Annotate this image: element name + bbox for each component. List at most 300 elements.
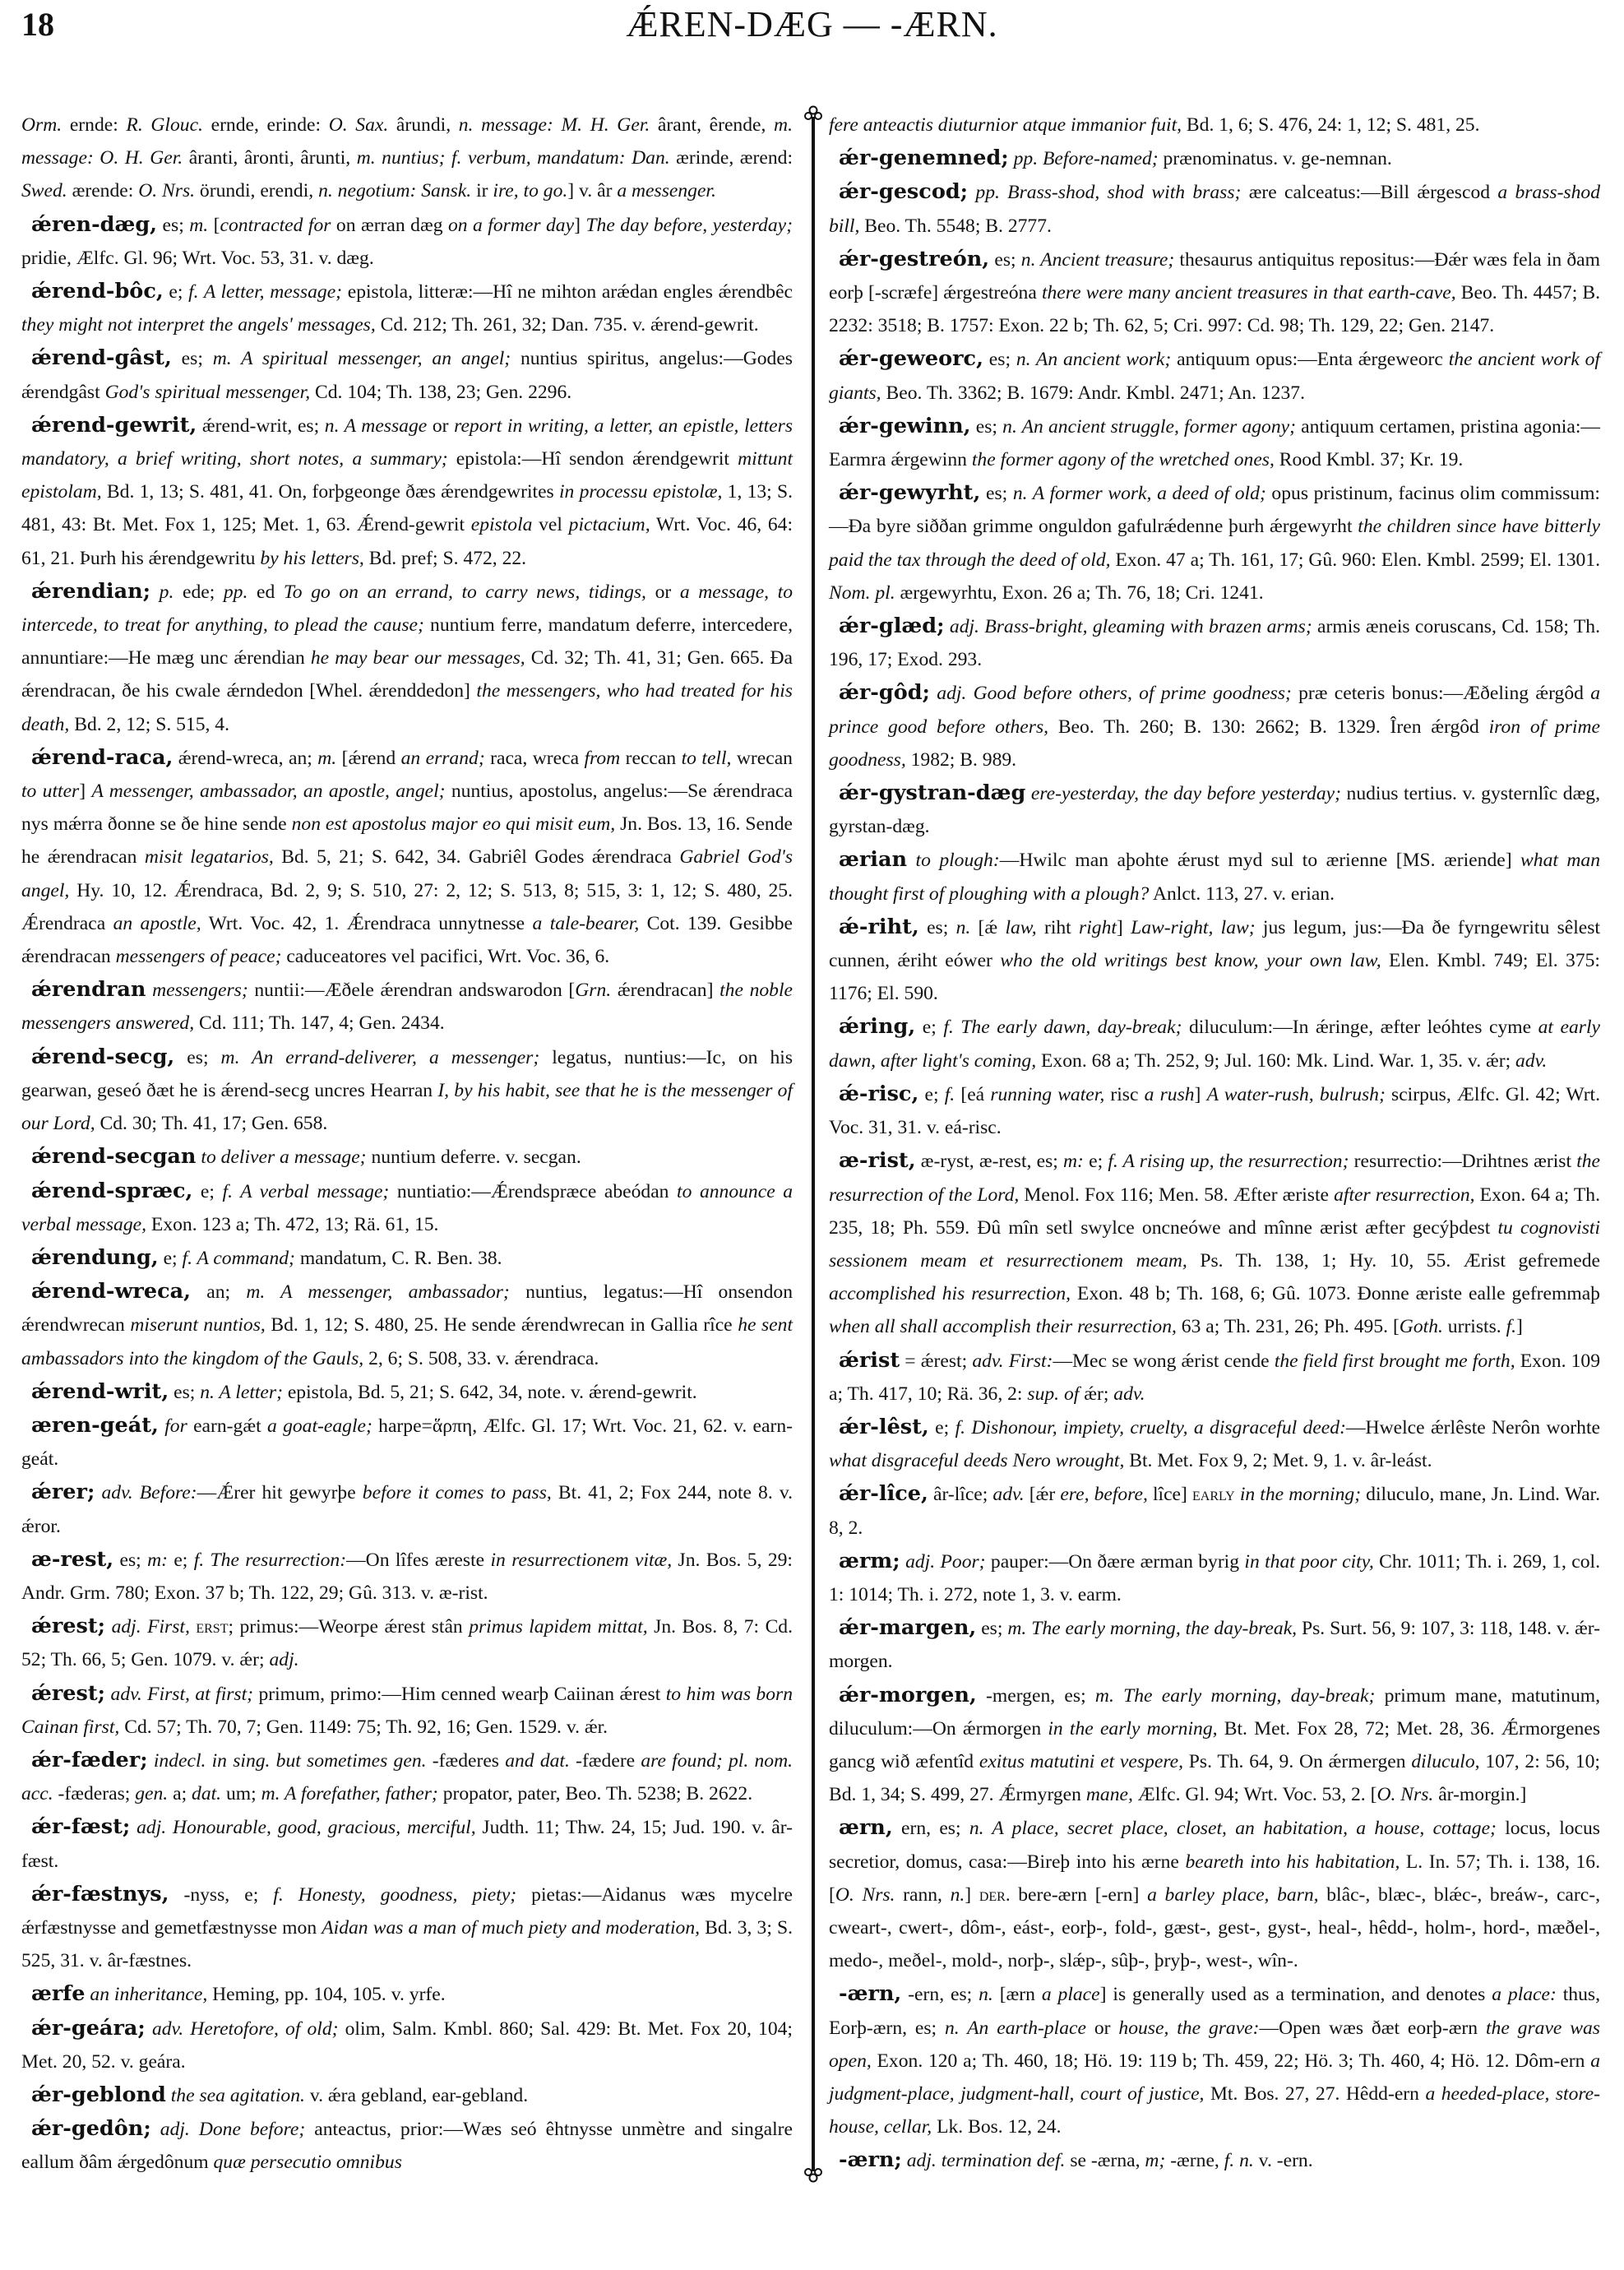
italic-text: a place:: [1492, 1984, 1557, 2006]
text: Bd. 1, 12; S. 480, 25. He sende ǽrendwrecan in Gallia rîce: [265, 1314, 738, 1337]
dictionary-entry: [829, 1077, 1600, 1144]
italic-text: adj. Honourable, good, gracious, merciful,: [136, 1817, 476, 1839]
italic-text: adj. Done before;: [160, 2119, 306, 2141]
italic-text: adv. First, at first;: [110, 1683, 254, 1705]
text: prænominatus. v. ge-nemnan.: [1158, 148, 1392, 170]
italic-text: house, the grave:: [1118, 2017, 1260, 2039]
italic-text: f. A command;: [182, 1247, 295, 1269]
text: nuntium ferre, mandatum deferre, intercedere, annuntiare:—He mæg unc ǽrendian: [21, 614, 793, 669]
text: nuntius spiritus, angelus:—Godes ǽrendgâst: [21, 348, 793, 403]
italic-text: a messenger.: [617, 180, 716, 202]
dictionary-entry: [829, 910, 1600, 1011]
text: Rood Kmbl. 37; Kr. 19.: [1274, 449, 1464, 471]
right-column: [829, 109, 1600, 2178]
headword: ǽr-margen,: [839, 1615, 977, 1641]
headword: ǽr-lîce,: [839, 1481, 928, 1507]
text: 1, 13; S. 481, 43: Bt. Met. Fox 1, 125; Met. 1, 63. Ǽrend-gewrit: [21, 481, 793, 536]
text: Elen. Kmbl. 749; El. 375: 1176; El. 590.: [829, 950, 1600, 1005]
text: Bd. 1, 13; S. 481, 41. On, forþgeonge ðæs ǽrendgewrites: [101, 481, 559, 503]
italic-text: the messengers, who had treated for his death,: [21, 680, 793, 735]
text: Ps. Surt. 56, 9: 107, 3: 118, 148. v. ǽr-morgen.: [829, 1618, 1600, 1673]
text: e;: [928, 1416, 955, 1438]
text: Ps. Th. 138, 1; Hy. 10, 55. Ærist gefremede: [1187, 1249, 1600, 1272]
text: ǽrend-writ, es;: [197, 415, 325, 437]
dictionary-entry: [21, 741, 793, 973]
italic-text: to announce a verbal message,: [21, 1180, 793, 1235]
dictionary-entry: [21, 1810, 793, 1877]
text: e;: [915, 1017, 944, 1039]
italic-text: n. negotium: Sansk.: [318, 180, 472, 202]
dictionary-entry: [21, 1610, 793, 1676]
text: Mt. Bos. 27, 27. Hêdd-ern: [1204, 2082, 1426, 2105]
italic-text: he sent ambassadors into the kingdom of the Gauls,: [21, 1314, 793, 1369]
dictionary-entry: [21, 1174, 793, 1241]
dictionary-entry: [829, 1611, 1600, 1678]
text: es;: [169, 1381, 201, 1403]
text: Cd. 104; Th. 138, 23; Gen. 2296.: [310, 381, 572, 403]
italic-text: and dat.: [505, 1749, 570, 1772]
italic-text: indecl. in sing. but sometimes gen.: [153, 1749, 427, 1772]
text: Menol. Fox 116; Men. 58. Æfter æriste: [1019, 1184, 1335, 1206]
dictionary-entry: [21, 275, 793, 341]
text: [ǽ: [970, 916, 1006, 938]
dictionary-entry: [829, 141, 1600, 175]
text: legatus, nuntius:—Ic, on his gearwan, geseó ðæt he is ǽrend-secg uncres Hearran: [21, 1046, 793, 1101]
headword: ǽrend-wreca,: [31, 1279, 192, 1304]
text: ed: [248, 581, 284, 603]
text: ]: [1116, 916, 1131, 938]
text: riht: [1036, 916, 1080, 938]
text: Hy. 10, 12. Ǽrendraca, Bd. 2, 9; S. 510, 27: 2, 12; S. 513, 8; 515, 3: 1, 12; S. 480, 25. Ǽrendraca: [21, 879, 793, 934]
headword: ærn,: [839, 1815, 893, 1841]
dictionary-entry: [829, 776, 1600, 843]
italic-text: n. An ancient work;: [1016, 349, 1172, 371]
text: es;: [976, 1618, 1008, 1640]
dictionary-entry: [829, 1477, 1600, 1544]
italic-text: in the early morning,: [1048, 1717, 1218, 1740]
text: epistola, Bd. 5, 21; S. 642, 34, note. v. ǽrend-gewrit.: [282, 1381, 697, 1403]
headword: ǽr-fæstnys,: [31, 1881, 169, 1906]
text: es;: [113, 1549, 148, 1571]
text: Cot. 139. Gesibbe ǽrendracan: [21, 912, 793, 968]
italic-text: Aidan was a man of much piety and moderation,: [322, 1916, 701, 1939]
text: earn-gǽt: [187, 1415, 267, 1437]
text: âranti, âronti, ârunti,: [183, 147, 357, 169]
italic-text: n. A former work, a deed of old;: [1012, 483, 1266, 505]
italic-text: a barley place, barn,: [1147, 1883, 1319, 1906]
text: -ærne,: [1165, 2150, 1224, 2172]
text: propator, pater, Beo. Th. 5238; B. 2622.: [437, 1783, 753, 1805]
text: epistola, litteræ:—Hî ne mihton arǽdan engles ǽrendbêc: [342, 281, 793, 303]
text: Beo. Th. 4457; B. 2232: 3518; B. 1757: Exon. 22 b; Th. 62, 5; Cri. 997: Cd. 98; Th. 129, 22; Gen. 2147.: [829, 282, 1601, 337]
italic-text: running water,: [990, 1083, 1105, 1105]
text: locus, locus secretior, domus, casa:—Bireþ into his ærne: [829, 1818, 1600, 1873]
headword: ǽrest;: [31, 1680, 106, 1706]
italic-text: God's spiritual messenger,: [104, 381, 311, 403]
text: Cd. 111; Th. 147, 4; Gen. 2434.: [194, 1012, 445, 1035]
text: —Ǽrer hit gewyrþe: [197, 1482, 363, 1504]
dictionary-entry: [829, 175, 1600, 242]
italic-text: the resurrection of the Lord,: [829, 1151, 1601, 1206]
text: -ern, es;: [901, 1984, 979, 2006]
text: ærinde, ærend:: [669, 147, 793, 169]
text: e;: [192, 1180, 223, 1202]
italic-text: epistola: [470, 514, 533, 536]
italic-text: to plough:: [915, 850, 1000, 872]
italic-text: to deliver a message;: [201, 1147, 367, 1169]
text: [ǽr: [1024, 1484, 1061, 1506]
small-caps-text: early: [1192, 1484, 1235, 1505]
headword: ǽr-gescod;: [839, 179, 969, 205]
text: Bd. 5, 21; S. 642, 34. Gabriêl Godes ǽrendraca: [273, 846, 680, 869]
headword: ǽr-gystran-dæg: [839, 781, 1026, 806]
italic-text: n. A letter;: [200, 1381, 283, 1403]
text: armis æneis coruscans, Cd. 158; Th. 196, 17; Exod. 293.: [829, 616, 1601, 671]
italic-text: n.: [955, 916, 971, 938]
text: —Hwelce ǽrlêste Nerôn worhte: [1345, 1416, 1600, 1438]
text: or: [427, 415, 455, 437]
text: Cd. 32; Th. 41, 31; Gen. 665. Ða ǽrendracan, ðe his cwale ǽrndedon [Whel. ǽrenddedon]: [21, 647, 793, 702]
text: lîce]: [1147, 1484, 1192, 1506]
italic-text: n. Ancient treasure;: [1020, 248, 1175, 271]
italic-text: the former agony of the wretched ones,: [971, 449, 1275, 471]
headword: ǽrendian;: [31, 578, 151, 604]
running-head: ǼREN-DÆG — -ÆRN.: [626, 4, 998, 44]
text: ; primus:—Weorpe ǽrest stân: [228, 1616, 470, 1638]
headword: ǽr-geára;: [31, 2015, 146, 2041]
text: Beo. Th. 5548; B. 2777.: [859, 215, 1052, 237]
text: olim, Salm. Kmbl. 860; Sal. 429: Bt. Met. Fox 20, 104; Met. 20, 52. v. geára.: [21, 2018, 793, 2073]
text: ern, es;: [892, 1818, 969, 1840]
text: ernde, erinde:: [202, 114, 329, 136]
dictionary-entry: [829, 410, 1600, 476]
text: scirpus, Ælfc. Gl. 42; Wrt. Voc. 31, 31. v. eá-risc.: [829, 1083, 1601, 1139]
italic-text: pp. Brass-shod, shod with brass;: [975, 182, 1242, 204]
dictionary-entry: [21, 409, 793, 575]
text: Judth. 11; Thw. 24, 15; Jud. 190. v. âr-fæst.: [21, 1817, 793, 1872]
text: thus, Eorþ-ærn, es;: [829, 1984, 1600, 2039]
dictionary-entry: [21, 1375, 793, 1409]
headword: ǽrest;: [31, 1614, 106, 1639]
dictionary-entry: [21, 2078, 793, 2112]
text: [eá: [955, 1083, 991, 1105]
text: blâc-, blæc-, blǽc-, breáw-, carc-, cweart-, cwert-, dôm-, eást-, eorþ-, fold-, gæst-, gest-, gyst-, heal-, hêdd-, holm-, hord-, mæðel-, medo-, meðel-, mold-, norþ-, slǽp-, sûþ-, þryþ-, west-, wîn-.: [829, 1883, 1600, 1972]
italic-text: iron of prime goodness,: [829, 716, 1600, 771]
text: thesaurus antiquitus repositus:—Ðǽr wæs fela in ðam eorþ [-scræfe] ǽrgestreóna: [829, 248, 1600, 304]
italic-text: Goth.: [1399, 1316, 1443, 1338]
italic-text: adj.: [269, 1649, 299, 1671]
italic-text: diluculo,: [1411, 1750, 1480, 1772]
italic-text: by his letters,: [260, 547, 364, 569]
text: Lk. Bos. 12, 24.: [932, 2116, 1062, 2138]
dictionary-entry: [829, 1811, 1600, 1977]
headword: ǽr-fæder;: [31, 1747, 148, 1772]
italic-text: adv. Heretofore, of old;: [151, 2018, 339, 2040]
italic-text: pp.: [223, 581, 248, 603]
text: e;: [918, 1083, 945, 1105]
small-caps-text: erst: [196, 1616, 229, 1638]
text: Cd. 57; Th. 70, 7; Gen. 1149: 75; Th. 92, 16; Gen. 1529. v. ǽr.: [119, 1716, 608, 1738]
italic-text: a tale-bearer,: [532, 912, 640, 934]
text: ]: [1516, 1316, 1523, 1338]
text: nuntii:—Æðele ǽrendran andswarodon [: [248, 980, 576, 1002]
text: raca, wreca: [484, 747, 585, 769]
italic-text: Nom. pl.: [829, 581, 895, 604]
text: örundi, erendi,: [195, 180, 319, 202]
dictionary-entry: [829, 1679, 1600, 1812]
italic-text: from: [584, 747, 621, 769]
italic-text: what man thought first of ploughing with a plough?: [829, 850, 1600, 905]
italic-text: m. A messenger, ambassador;: [246, 1281, 510, 1304]
dictionary-entry: [829, 2143, 1600, 2177]
headword: ǽ-risc,: [839, 1081, 919, 1106]
text: Exon. 47 a; Th. 161, 17; Gû. 960: Elen. Kmbl. 2599; El. 1301.: [1110, 549, 1600, 571]
text: Exon. 120 a; Th. 460, 18; Hö. 19: 119 b; Th. 459, 22; Hö. 3; Th. 460, 4; Hö. 12. Dôm-ern: [871, 2050, 1591, 2072]
text: [148, 1750, 154, 1772]
text: on ærran dæg: [331, 214, 448, 236]
italic-text: Law-right, law;: [1131, 916, 1256, 938]
italic-text: miserunt nuntios,: [130, 1314, 266, 1337]
dictionary-entry: [829, 243, 1600, 343]
italic-text: ere, before,: [1060, 1484, 1148, 1506]
text: Exon. 109 a; Th. 417, 10; Rä. 36, 2:: [829, 1350, 1601, 1405]
italic-text: a message, to intercede, to treat for anything, to plead the cause;: [21, 581, 793, 637]
italic-text: sup. of: [1027, 1383, 1080, 1405]
headword: -ærn;: [839, 2147, 902, 2173]
italic-text: f. A verbal message;: [222, 1180, 390, 1202]
italic-text: messengers of peace;: [115, 946, 282, 968]
text: ærende:: [67, 180, 139, 202]
headword: ǽr-morgen,: [839, 1682, 977, 1707]
text: Jn. Bos. 8, 7: Cd. 52; Th. 66, 5; Gen. 1079. v. ǽr;: [21, 1616, 793, 1671]
text: pietas:—Aidanus wæs mycelre ǽrfæstnysse and gemetfæstnysse mon: [21, 1883, 793, 1939]
text: ârundi,: [388, 114, 459, 136]
italic-text: report in writing, a letter, an epistle, letters mandatory, a brief writing, short notes, a summary;: [21, 415, 793, 470]
italic-text: what disgraceful deeds Nero wrought,: [829, 1450, 1125, 1472]
italic-text: adj. termination def.: [906, 2150, 1066, 2172]
headword: ærian: [839, 847, 908, 873]
text: es;: [980, 483, 1013, 505]
italic-text: m:: [147, 1549, 168, 1571]
text: [146, 2018, 152, 2040]
text: —Hwilc man aþohte ǽrust myd sul to ærienne [MS. æriende]: [999, 850, 1521, 872]
italic-text: to utter: [21, 781, 80, 803]
italic-text: to him was born Cainan first,: [21, 1683, 793, 1738]
text: resurrectio:—Drihtnes ærist: [1349, 1151, 1577, 1173]
text: Exon. 123 a; Th. 472, 13; Rä. 61, 15.: [146, 1213, 439, 1235]
text: ]: [79, 781, 92, 803]
headword: ǽr-gewyrht,: [839, 480, 981, 506]
text: an;: [191, 1281, 247, 1304]
text: Jn. Bos. 5, 29: Andr. Grm. 780; Exon. 37 b; Th. 122, 29; Gû. 313. v. æ-rist.: [21, 1549, 793, 1604]
text: vel: [532, 514, 569, 536]
italic-text: n.: [950, 1883, 965, 1906]
italic-text: m. A spiritual messenger, an angel;: [212, 348, 511, 370]
text: [150, 581, 160, 603]
text: diluculo, mane, Jn. Lind. War. 8, 2.: [829, 1484, 1601, 1539]
text: es;: [157, 214, 190, 236]
text: 63 a; Th. 231, 26; Ph. 495. [: [1176, 1316, 1400, 1338]
dictionary-entry: [21, 1744, 793, 1810]
text: or: [1085, 2017, 1119, 2039]
italic-text: adv. First:: [972, 1350, 1053, 1372]
text: mandatum, C. R. Ben. 38.: [294, 1247, 502, 1269]
dictionary-entry: [829, 476, 1600, 609]
text: Heming, pp. 104, 105. v. yrfe.: [207, 1984, 446, 2006]
headword: ǽrendung,: [31, 1244, 159, 1270]
italic-text: I, by his habit, see that he is the messenger of our Lord,: [21, 1079, 793, 1135]
text: es;: [970, 415, 1003, 438]
italic-text: contracted for: [220, 214, 331, 236]
text: Wrt. Voc. 42, 1. Ǽrendraca unnytnesse: [201, 912, 533, 934]
italic-text: O. Nrs.: [835, 1883, 895, 1906]
italic-text: who the old writings best know, your own law,: [1000, 950, 1381, 972]
dictionary-entry: [829, 1545, 1600, 1611]
headword: ǽr-gestreón,: [839, 246, 990, 271]
italic-text: the sea agitation.: [170, 2084, 305, 2106]
column-divider: [812, 123, 815, 2163]
text: [907, 850, 915, 871]
italic-text: a brass-shod bill,: [829, 182, 1601, 237]
page-number: 18: [21, 6, 54, 43]
text: um;: [221, 1783, 261, 1805]
headword: ǽrend-raca,: [31, 744, 174, 770]
headword: æ-rist,: [839, 1148, 916, 1174]
italic-text: primus lapidem mittat,: [469, 1616, 648, 1638]
italic-text: mittunt epistolam,: [21, 448, 793, 503]
italic-text: dat.: [192, 1783, 222, 1805]
text: ǽrend-wreca, an;: [173, 747, 318, 769]
italic-text: adv.: [992, 1484, 1025, 1506]
italic-text: a prince good before others,: [829, 683, 1600, 738]
dictionary-entry: [829, 843, 1600, 910]
italic-text: the field first brought me forth,: [1274, 1350, 1515, 1372]
headword: æ-rest,: [31, 1546, 114, 1572]
text: ede;: [174, 581, 224, 603]
text: risc: [1104, 1083, 1145, 1105]
italic-text: on a former day: [447, 214, 575, 236]
text: -fæderes: [426, 1749, 506, 1772]
text: antiquum certamen, pristina agonia:—Earmra ǽrgewinn: [829, 415, 1600, 471]
text: ] is generally used as a termination, and denotes: [1099, 1984, 1492, 2006]
text: L. In. 57; Th. i. 138, 16. [: [829, 1851, 1600, 1906]
italic-text: Swed.: [21, 180, 67, 202]
dictionary-entry: [21, 1878, 793, 1978]
dictionary-entry: [829, 342, 1600, 409]
text: Chr. 1011; Th. i. 269, 1, col. 1: 1014; Th. i. 272, note 1, 3. v. earm.: [829, 1550, 1601, 1605]
italic-text: f. The early dawn, day-break;: [943, 1017, 1182, 1039]
text: Bt. Met. Fox 28, 72; Met. 28, 36. Ǽrmorgenes gancg wið æfentîd: [829, 1717, 1600, 1772]
text: nuntium deferre. v. secgan.: [366, 1147, 581, 1169]
italic-text: f. Dishonour, impiety, cruelty, a disgraceful deed:: [955, 1416, 1346, 1438]
text: —Open wæs ðæt eorþ-ærn: [1259, 2017, 1486, 2039]
italic-text: m. A forefather, father;: [261, 1783, 438, 1805]
italic-text: n. message: M. H. Ger.: [458, 114, 650, 136]
italic-text: f.: [944, 1083, 955, 1105]
dictionary-entry: [829, 1010, 1600, 1077]
text: e;: [163, 281, 189, 303]
italic-text: f. A letter, message;: [188, 281, 343, 303]
italic-text: are found; pl. nom. acc.: [21, 1749, 793, 1805]
entry-continuation: [21, 109, 793, 208]
italic-text: a rush: [1144, 1083, 1195, 1105]
italic-text: after resurrection,: [1334, 1184, 1475, 1206]
italic-text: O. Sax.: [328, 114, 389, 136]
headword: ǽrend-secgan: [31, 1144, 197, 1170]
text: Exon. 68 a; Th. 252, 9; Jul. 160: Mk. Lind. War. 1, 35. v. ǽr;: [1036, 1049, 1516, 1072]
italic-text: to tell,: [681, 747, 732, 769]
dictionary-entry: [21, 1241, 793, 1275]
text: Jn. Bos. 13, 16. Sende he ǽrendracan: [21, 813, 793, 869]
text: Bt. 41, 2; Fox 244, note 8. v. ǽror.: [21, 1482, 793, 1537]
dictionary-entry: [829, 676, 1600, 776]
dictionary-entry: [829, 1977, 1600, 2143]
italic-text: n. A message: [324, 415, 428, 437]
italic-text: fere anteactis diuturnior atque immanior fuit,: [829, 114, 1182, 136]
headword: ǽr-geweorc,: [839, 346, 983, 372]
dictionary-entry: [21, 1409, 793, 1476]
italic-text: a goat-eagle;: [266, 1415, 372, 1437]
italic-text: they might not interpret the angels' messages,: [21, 314, 376, 336]
entry-continuation: [829, 109, 1600, 141]
text: = ǽrest;: [900, 1350, 973, 1372]
headword: ǽ-riht,: [839, 914, 919, 939]
italic-text: O. Nrs.: [138, 180, 196, 202]
italic-text: The day before, yesterday;: [585, 214, 793, 236]
italic-text: accomplished his resurrection,: [829, 1283, 1071, 1305]
text: or: [645, 581, 680, 603]
dictionary-entry: [829, 1411, 1600, 1477]
headword: ǽrend-bôc,: [31, 279, 164, 304]
text: caduceatores vel pacifici, Wrt. Voc. 36, 6.: [281, 946, 610, 968]
italic-text: ere-yesterday, the day before yesterday;: [1030, 783, 1341, 805]
italic-text: the children since have bitterly paid the tax through the deed of old,: [829, 516, 1601, 571]
text: urrists.: [1442, 1316, 1506, 1338]
text: ]: [965, 1883, 979, 1906]
text: Wrt. Voc. 46, 64: 61, 21. Þurh his ǽrendgewritu: [21, 514, 793, 569]
italic-text: non est apostolus major eo qui misit eum,: [291, 813, 616, 836]
italic-text: f. The resurrection:: [193, 1549, 347, 1571]
italic-text: for: [164, 1415, 187, 1437]
headword: ǽr-gedôn;: [31, 2116, 151, 2142]
text: v. ǽra gebland, ear-gebland.: [304, 2084, 529, 2106]
text: [: [208, 214, 220, 236]
text: harpe=ἅρπη, Ælfc. Gl. 17; Wrt. Voc. 21, 62. v. earn-geát.: [21, 1415, 793, 1471]
headword: ǽr-gewinn,: [839, 413, 971, 438]
italic-text: in that poor city,: [1244, 1550, 1374, 1573]
dictionary-entry: [21, 1040, 793, 1141]
text: 1982; B. 989.: [905, 748, 1017, 771]
italic-text: n. An earth-place: [944, 2017, 1086, 2039]
headword: ǽren-dæg,: [31, 211, 158, 237]
headword: ǽr-glæd;: [839, 614, 945, 639]
text: wrecan: [731, 747, 793, 769]
text: Bd. 2, 12; S. 515, 4.: [69, 713, 229, 735]
italic-text: messengers;: [152, 980, 248, 1002]
text: diluculum:—In ǽringe, æfter leóhtes cyme: [1182, 1017, 1538, 1039]
text: jus legum, jus:—Ða ðe fyrngewritu sêlest cunnen, ǽriht eówer: [829, 916, 1600, 972]
italic-text: exitus matutini et vespere,: [979, 1750, 1183, 1772]
italic-text: m. nuntius; f. verbum, mandatum: Dan.: [356, 147, 670, 169]
text: [105, 1616, 111, 1638]
text: reccan: [620, 747, 682, 769]
text: anteactus, prior:—Wæs seó êhtnysse unmètre and singalre eallum ðâm ǽrgedônum: [21, 2119, 793, 2174]
dictionary-entry: [21, 1140, 793, 1174]
italic-text: adv. Before:: [101, 1482, 197, 1504]
text: epistola:—Hî sendon ǽrendgewrit: [447, 448, 738, 470]
italic-text: an apostle,: [113, 912, 201, 934]
text: Ps. Th. 64, 9. On ǽrmergen: [1183, 1750, 1412, 1772]
